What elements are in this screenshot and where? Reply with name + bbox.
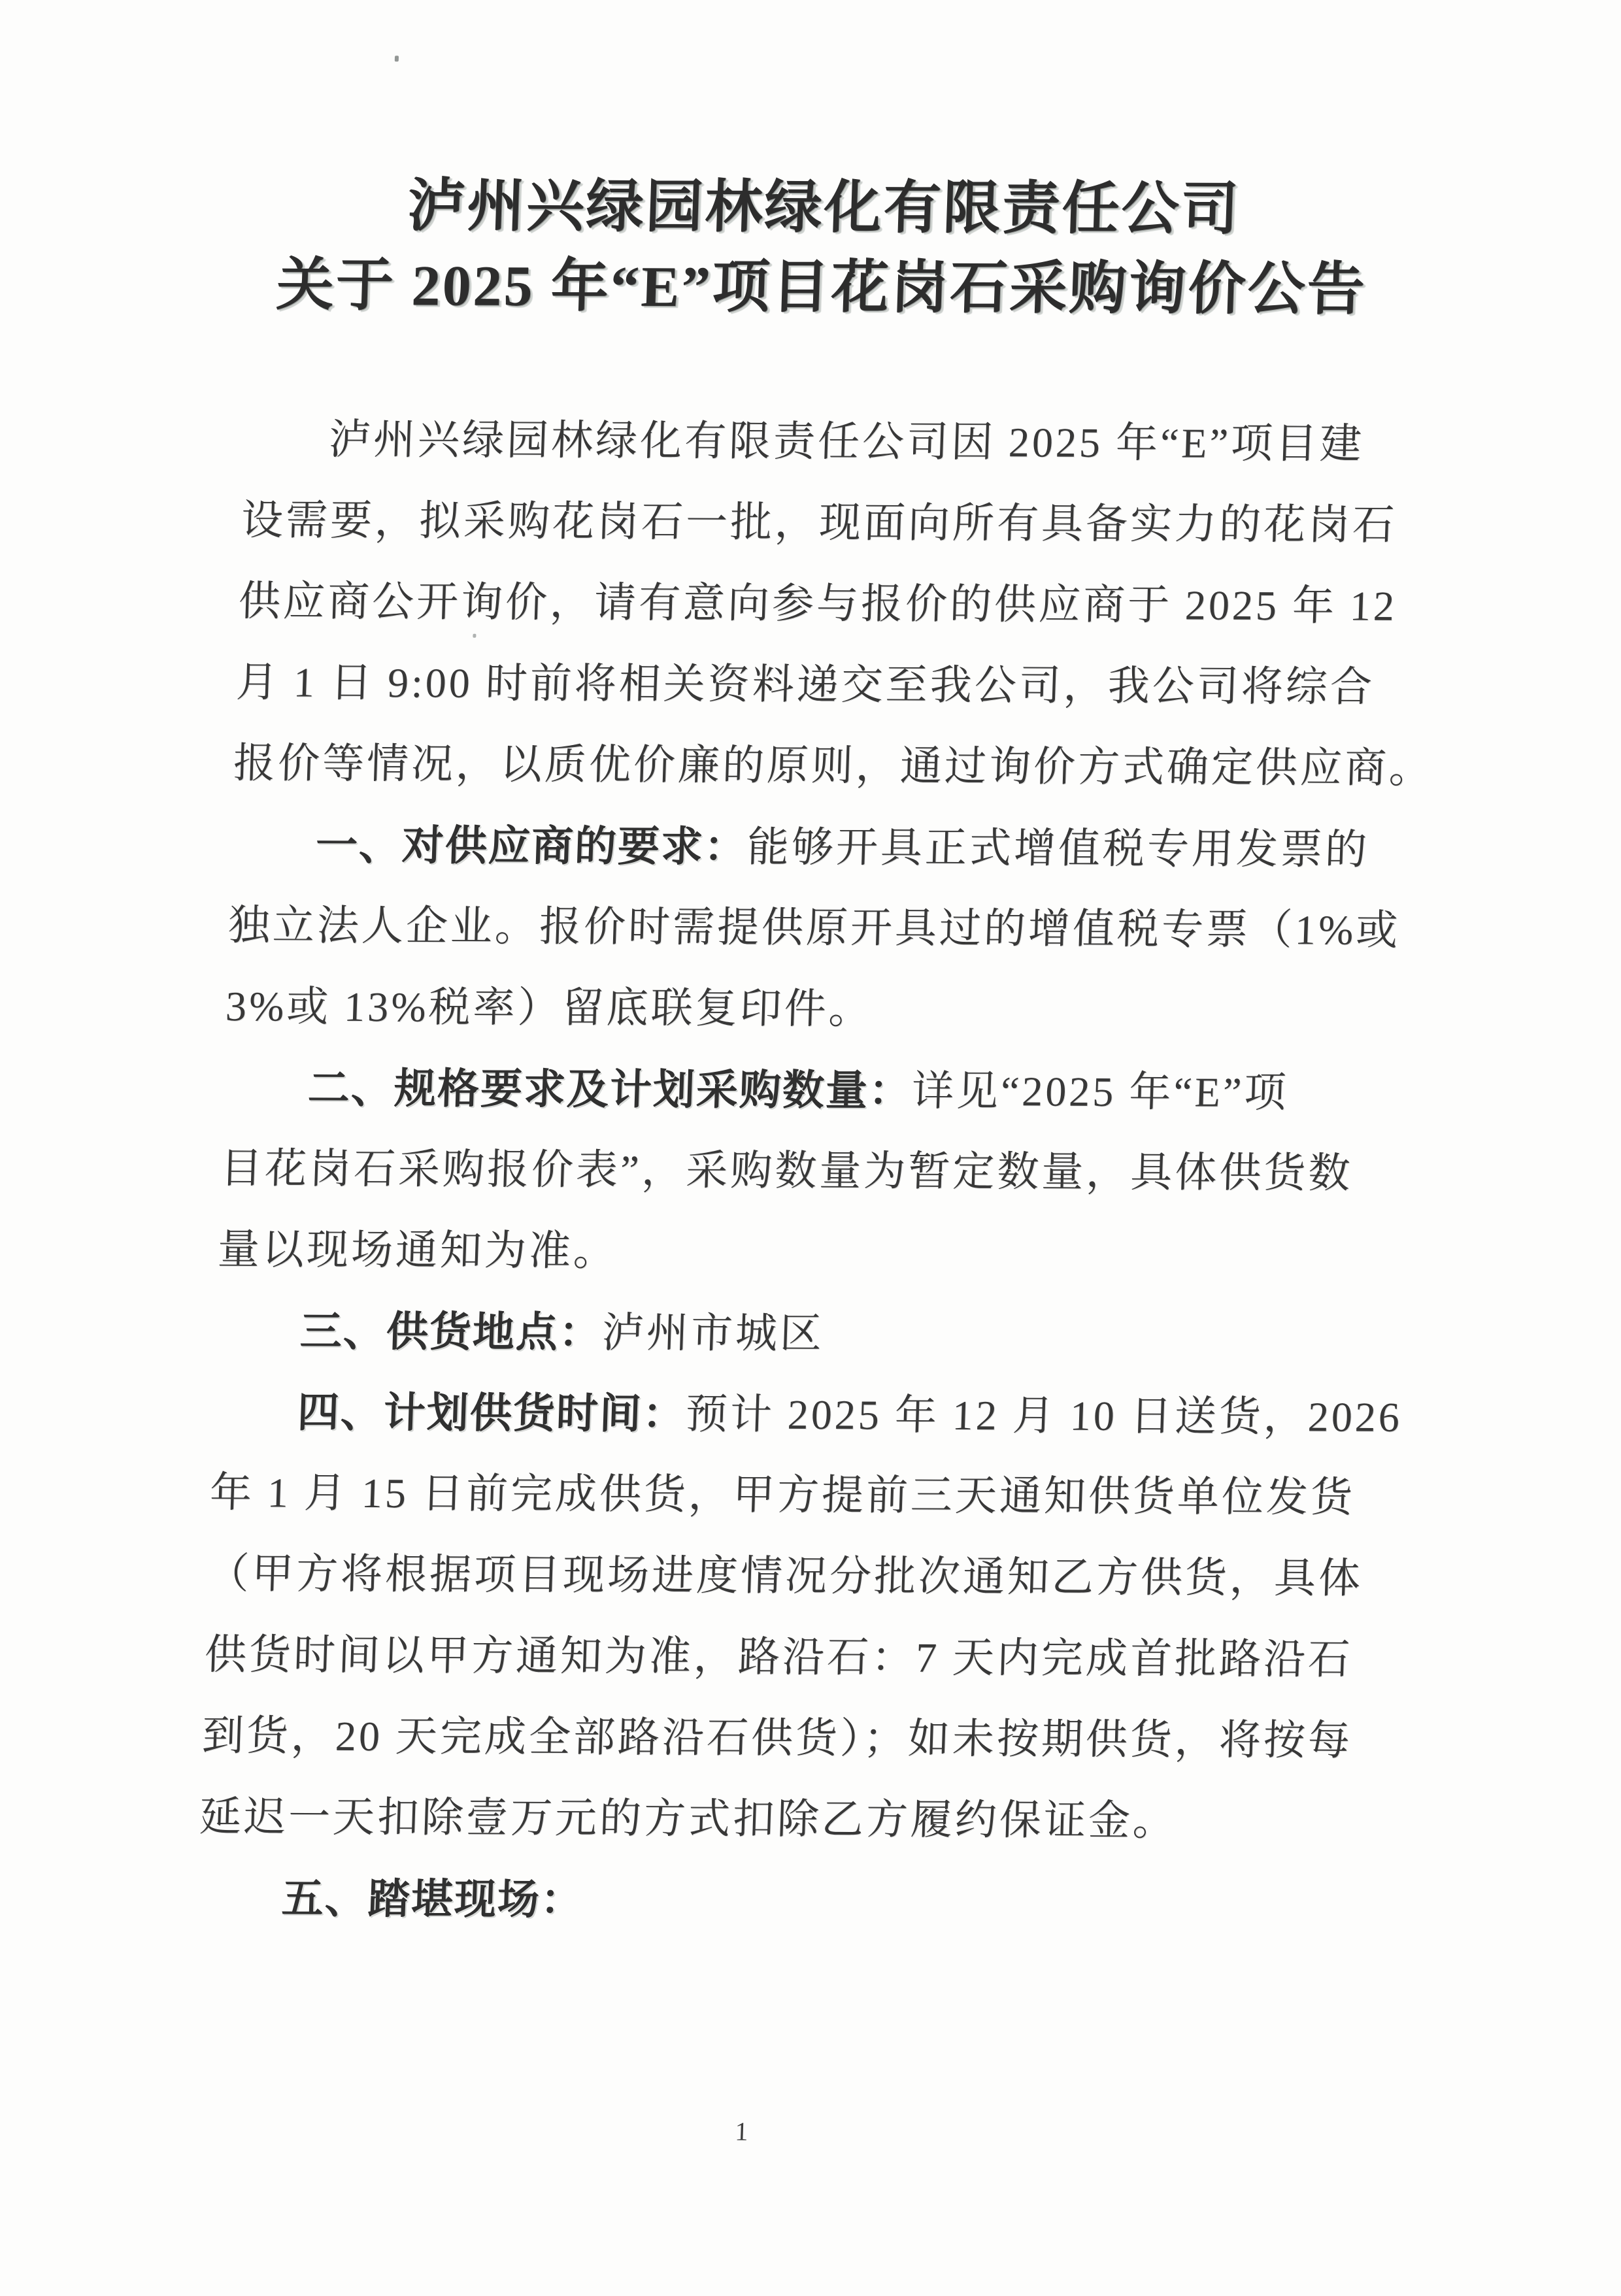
section-heading: 四、计划供货时间： xyxy=(296,1388,687,1438)
section-line: 3%或 13%税率）留底联复印件。 xyxy=(224,983,874,1033)
section-supplier-requirements xyxy=(229,804,1409,890)
section-line: 供货时间以甲方通知为准，路沿石：7 天内完成首批路沿石 xyxy=(203,1631,1354,1683)
document-title xyxy=(216,166,1429,331)
section-text: 泸州市城区 xyxy=(601,1309,826,1357)
intro-line: 泸州兴绿园林绿化有限责任公司因 2025 年“E”项目建 xyxy=(327,416,1365,467)
intro-line: 供应商公开询价，请有意向参与报价的供应商于 2025 年 12 xyxy=(237,578,1398,629)
section-line: 延迟一天扣除壹万元的方式扣除乙方履约保证金。 xyxy=(198,1793,1178,1844)
section-line: 目花岗石采购报价表”，采购数量为暂定数量，具体供货数 xyxy=(219,1145,1354,1197)
section-line: 到货，20 天完成全部路沿石供货）；如未按期供货，将按每 xyxy=(201,1712,1354,1764)
section-heading: 二、规格要求及计划采购数量： xyxy=(307,1064,913,1114)
section-line: （甲方将根据项目现场进度情况分批次通知乙方供货，具体 xyxy=(206,1550,1364,1602)
section-line: 年 1 月 15 日前完成供货，甲方提前三天通知供货单位发货 xyxy=(209,1469,1356,1521)
title-line-2: 关于 2025 年“E”项目花岗石采购询价公告 xyxy=(275,254,1368,322)
section-site-survey xyxy=(195,1857,1375,1944)
section-heading: 三、供货地点： xyxy=(299,1307,603,1356)
section-text: 详见“2025 年“E”项 xyxy=(911,1067,1290,1116)
section-line: 量以现场通知为准。 xyxy=(216,1226,619,1274)
section-heading: 一、对供应商的要求： xyxy=(314,821,748,871)
section-spec-quantity xyxy=(222,1047,1401,1133)
section-text: 能够开具正式增值税专用发票的 xyxy=(746,824,1371,873)
intro-line: 报价等情况，以质优价廉的原则，通过询价方式确定供应商。 xyxy=(232,740,1435,792)
section-text: 预计 2025 年 12 月 10 日送货，2026 xyxy=(684,1391,1403,1440)
section-delivery-time xyxy=(211,1371,1403,1457)
intro-line: 设需要，拟采购花岗石一批，现面向所有具备实力的花岗石 xyxy=(240,497,1398,548)
section-heading: 五、踏堪现场： xyxy=(280,1874,585,1923)
intro-line: 月 1 日 9:00 时前将相关资料递交至我公司，我公司将综合 xyxy=(235,659,1375,710)
title-line-1: 泸州兴绿园林绿化有限责任公司 xyxy=(407,175,1242,242)
section-delivery-location xyxy=(214,1290,1393,1376)
section-line: 独立法人企业。报价时需提供原开具过的增值税专票（1%或 xyxy=(227,902,1401,954)
document-content xyxy=(195,0,1435,1944)
page-number: 1 xyxy=(734,2116,749,2146)
document-body xyxy=(195,399,1435,1944)
